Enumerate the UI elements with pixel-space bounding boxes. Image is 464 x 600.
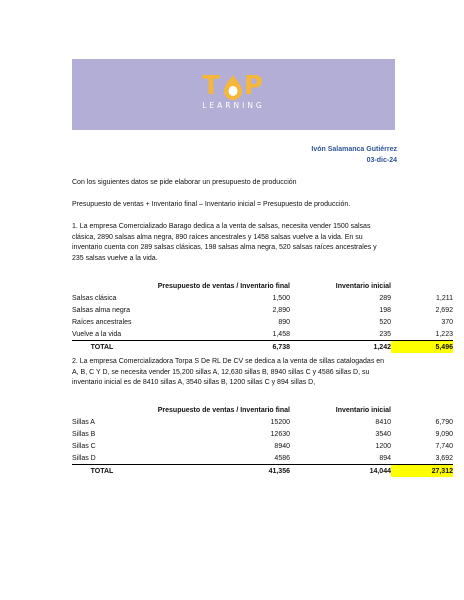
inventory-cell: 3540 <box>375 430 391 438</box>
table-row <box>72 428 453 440</box>
header-cell <box>72 280 132 292</box>
total-row <box>72 465 453 478</box>
header-cell <box>72 404 132 416</box>
row-label: Salsas alma negra <box>72 306 130 314</box>
header-cell: Inventario inicial <box>335 406 391 414</box>
problem1-line: inventario cuenta con 289 salsas clásicas, 198 salsas alma negra, 520 salsas raíces ancestrales y <box>72 244 377 251</box>
table-row <box>72 304 453 316</box>
sales-cell: 15200 <box>270 418 290 426</box>
header-cell <box>391 404 453 416</box>
problem1-line: clásica, 2890 salsas alma negra, 890 raíces ancestrales y 1458 salsas vuelve a la vida. En su <box>72 233 363 241</box>
row-label: Salsas clásica <box>72 294 117 302</box>
drop-o-icon <box>222 74 244 100</box>
row-label: Raíces ancestrales <box>72 318 132 326</box>
row-label: Sillas C <box>72 442 96 450</box>
header-cell <box>391 280 453 292</box>
total-inventory: 1,242 <box>373 343 391 351</box>
table-row <box>72 416 453 428</box>
inventory-cell: 198 <box>379 306 391 314</box>
table-header-row <box>72 280 453 292</box>
table-row <box>72 292 453 304</box>
header-banner <box>72 59 395 130</box>
production-cell: 1,211 <box>436 294 453 302</box>
row-label: Sillas B <box>72 430 96 438</box>
problem2-line: 2. La empresa Comercializadora Torpa S De RL De CV se dedica a la venta de sillas catalogadas en <box>72 358 385 365</box>
document-date: 03-dic-24 <box>366 157 397 164</box>
production-cell: 6,790 <box>435 418 453 426</box>
sales-cell: 12630 <box>270 430 290 438</box>
total-row <box>72 341 453 354</box>
sales-cell: 8940 <box>274 442 290 450</box>
inventory-cell: 894 <box>290 452 391 465</box>
inventory-cell: 1200 <box>375 442 391 450</box>
problem2-line: inventario inicial es de 8410 sillas A, 3540 sillas B, 1200 sillas C y 894 sillas D, <box>72 379 316 386</box>
total-inventory: 14,044 <box>369 467 391 475</box>
sales-cell: 1,458 <box>132 328 290 341</box>
row-label: Sillas A <box>72 418 95 426</box>
sales-cell: 1,500 <box>272 294 290 302</box>
logo-subtitle: LEARNING <box>202 101 265 110</box>
intro-text: Con los siguientes datos se pide elaborar un presupuesto de producción <box>72 179 297 186</box>
problem1-line: 235 salsas vuelve a la vida. <box>72 254 158 262</box>
header-cell: Presupuesto de ventas / Inventario final <box>157 282 290 290</box>
header-cell: Presupuesto de ventas / Inventario final <box>157 406 290 414</box>
table-row <box>72 452 453 465</box>
total-sales: 41,356 <box>268 467 290 475</box>
production-cell: 3,692 <box>391 452 453 465</box>
production-cell: 370 <box>441 318 453 326</box>
sales-cell: 890 <box>278 318 290 326</box>
formula-text: Presupuesto de ventas + Inventario final – Inventario inicial = Presupuesto de producción. <box>72 201 351 208</box>
inventory-cell: 520 <box>379 318 391 326</box>
total-label: TOTAL <box>90 467 114 475</box>
row-label: Vuelve a la vida <box>72 328 132 341</box>
production-cell: 9,090 <box>435 430 453 438</box>
sillas-table <box>72 404 453 477</box>
sales-cell: 2,890 <box>272 306 290 314</box>
table-row <box>72 440 453 452</box>
row-label: Sillas D <box>72 452 132 465</box>
production-cell: 1,223 <box>391 328 453 341</box>
table-row <box>72 316 453 328</box>
salsas-table <box>72 280 453 353</box>
inventory-cell: 289 <box>379 294 391 302</box>
total-label: TOTAL <box>90 343 114 351</box>
inventory-cell: 235 <box>290 328 391 341</box>
problem1-line: 1. La empresa Comercializado Barago dedica a la venta de salsas, necesita vender 1500 salsas <box>72 223 371 230</box>
total-production-highlight: 27,312 <box>391 465 453 478</box>
logo-letter-t: T <box>202 71 222 101</box>
inventory-cell: 8410 <box>375 418 391 426</box>
production-cell: 7,740 <box>435 442 453 450</box>
total-production-highlight: 5,496 <box>391 341 453 354</box>
header-cell: Inventario inicial <box>335 282 391 290</box>
sales-cell: 4586 <box>132 452 290 465</box>
production-cell: 2,692 <box>435 306 453 314</box>
table-row <box>72 328 453 341</box>
author-name: Ivón Salamanca Gutiérrez <box>311 146 397 153</box>
top-learning-logo <box>72 73 395 110</box>
total-sales: 6,738 <box>272 343 290 351</box>
problem2-line: A, B, C Y D, se necesita vender 15,200 sillas A, 12,630 sillas B, 8940 sillas C y 4586 sillas D, su <box>72 368 370 376</box>
logo-letter-p: P <box>243 71 265 101</box>
table-header-row <box>72 404 453 416</box>
